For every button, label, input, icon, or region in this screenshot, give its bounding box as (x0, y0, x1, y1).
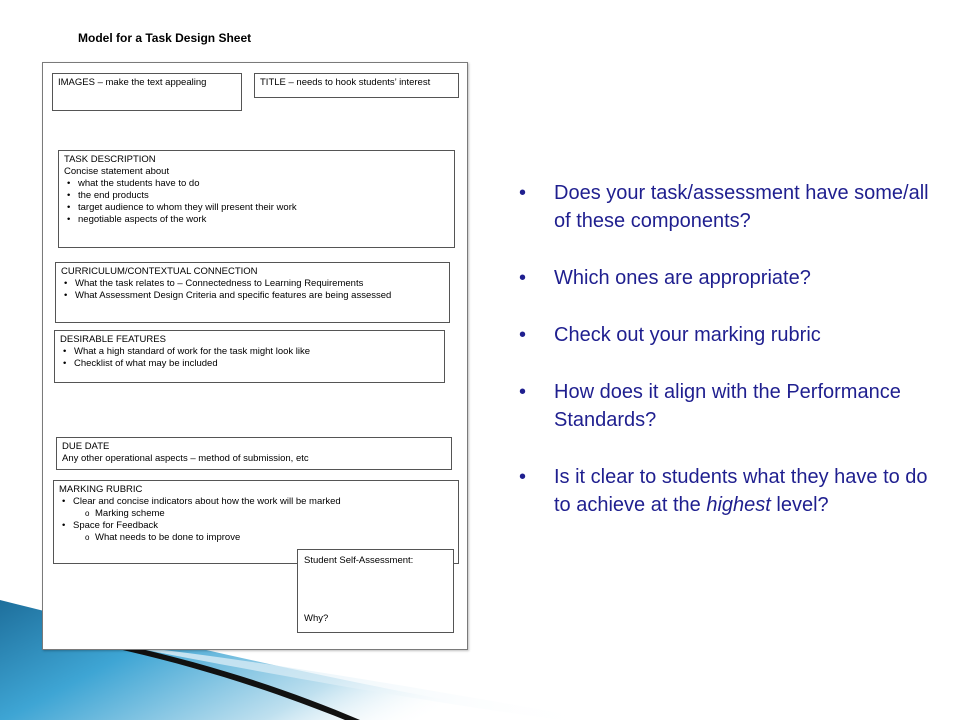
list-item: • Space for Feedback (59, 520, 453, 532)
list-sub-item: o What needs to be done to improve (59, 532, 453, 544)
images-box-label: IMAGES – make the text appealing (58, 77, 207, 88)
list-item: • Checklist of what may be included (60, 358, 439, 370)
question-text-part: Is it clear to students what they have to do to achieve at the (554, 466, 928, 516)
task-design-sheet (42, 62, 468, 650)
question-item (519, 179, 939, 235)
self-assessment-why: Why? (304, 613, 329, 624)
question-text (554, 466, 928, 516)
list-item: • negotiable aspects of the work (64, 214, 449, 226)
curriculum-box (55, 262, 450, 323)
desirable-features-list (60, 346, 439, 370)
bullet-icon: • (519, 324, 527, 346)
curriculum-heading: CURRICULUM/CONTEXTUAL CONNECTION (61, 266, 258, 277)
marking-rubric-list (59, 496, 453, 544)
question-text: Which ones are appropriate? (554, 267, 811, 289)
list-item: • target audience to whom they will present their work (64, 202, 449, 214)
list-item: • what the students have to do (64, 178, 449, 190)
question-item (519, 463, 939, 519)
desirable-features-heading: DESIRABLE FEATURES (60, 334, 166, 345)
list-sub-item: o Marking scheme (59, 508, 453, 520)
task-description-heading: TASK DESCRIPTION (64, 154, 156, 165)
marking-rubric-heading: MARKING RUBRIC (59, 484, 143, 495)
question-text: How does it align with the Performance Standards? (554, 381, 901, 431)
question-item (519, 264, 939, 292)
desirable-features-box (54, 330, 445, 383)
question-text: Check out your marking rubric (554, 324, 821, 346)
images-box (52, 73, 242, 111)
question-emphasis: highest (706, 494, 771, 516)
list-item: • What Assessment Design Criteria and specific features are being assessed (61, 290, 444, 302)
list-item: • Clear and concise indicators about how the work will be marked (59, 496, 453, 508)
self-assessment-box (297, 549, 454, 633)
bullet-icon: • (519, 267, 527, 289)
due-date-heading: DUE DATE (62, 441, 110, 452)
bullet-icon: • (519, 381, 527, 403)
list-item: • What a high standard of work for the task might look like (60, 346, 439, 358)
title-box (254, 73, 459, 98)
title-box-label: TITLE – needs to hook students’ interest (260, 77, 431, 88)
question-text: Does your task/assessment have some/all of these components? (554, 182, 929, 232)
list-item: • What the task relates to – Connectedness to Learning Requirements (61, 278, 444, 290)
task-description-box (58, 150, 455, 248)
task-description-list (64, 178, 449, 226)
bullet-icon: • (519, 182, 527, 204)
self-assessment-heading: Student Self-Assessment: (304, 555, 414, 566)
due-date-text: Any other operational aspects – method of submission, etc (62, 453, 309, 464)
task-description-intro: Concise statement about (64, 166, 170, 177)
question-item (519, 321, 939, 349)
due-date-box (56, 437, 452, 470)
question-item (519, 378, 939, 434)
reflection-questions (519, 179, 939, 548)
question-text-part: level? (770, 494, 829, 516)
sheet-title: Model for a Task Design Sheet (78, 31, 252, 45)
bullet-icon: • (519, 466, 527, 488)
list-item: • the end products (64, 190, 449, 202)
curriculum-list (61, 278, 444, 302)
